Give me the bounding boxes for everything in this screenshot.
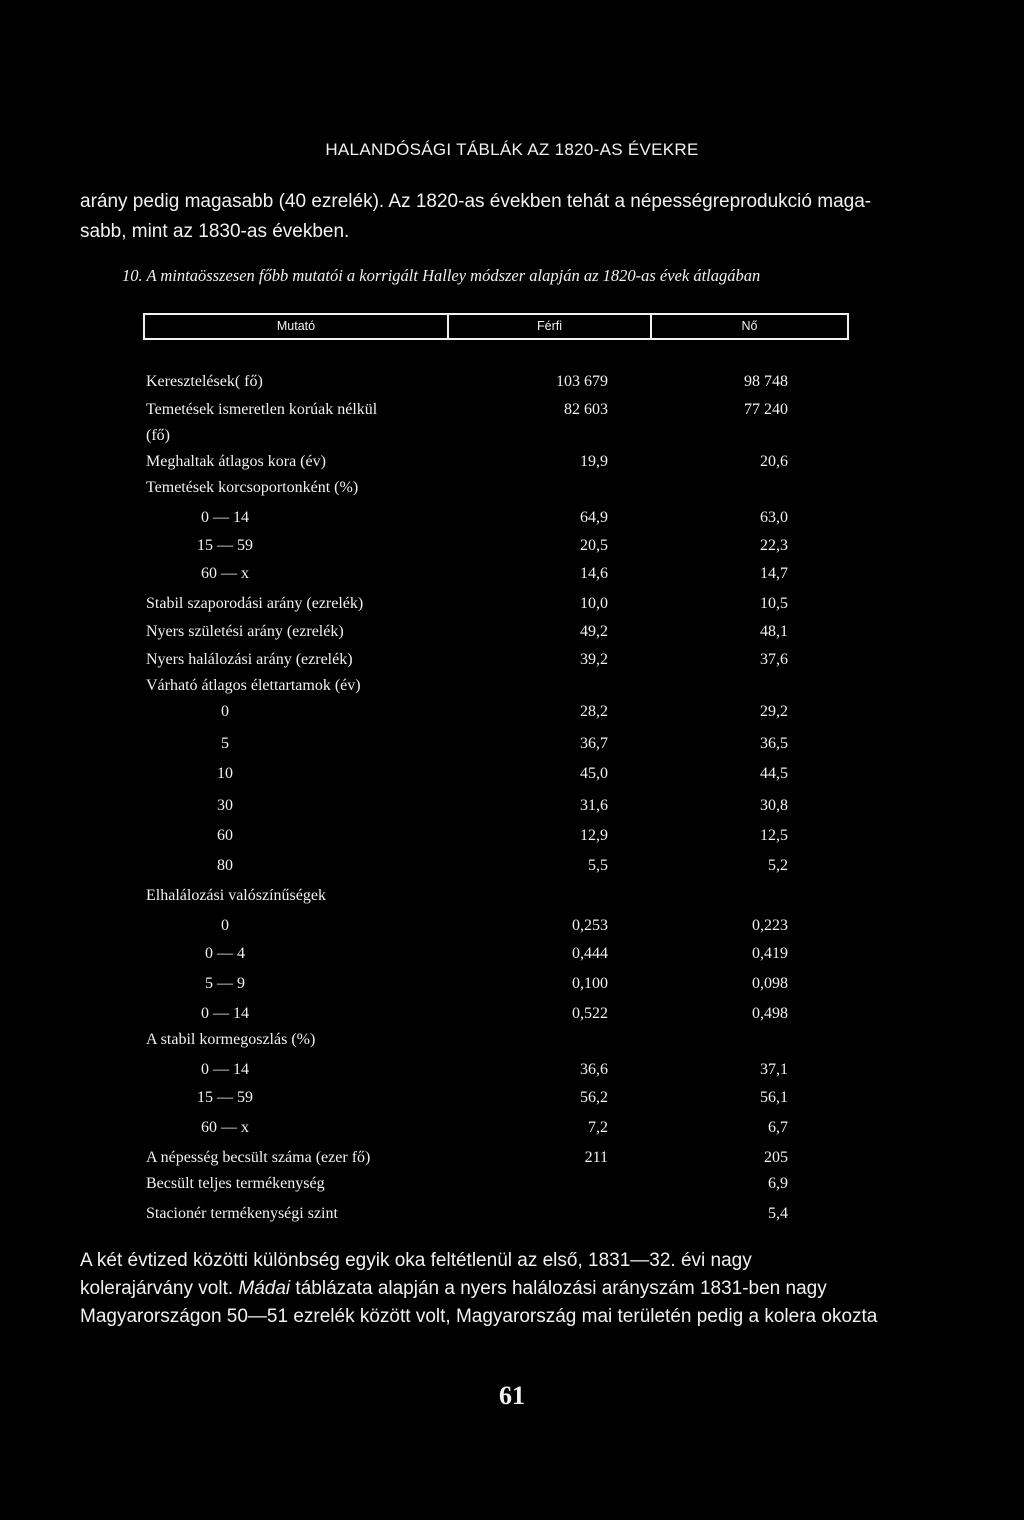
cell-female: 0,498 [752,1005,788,1022]
cell-male: 49,2 [580,623,608,640]
table-row [0,1119,1024,1145]
table-row [0,1061,1024,1087]
cell-female: 6,9 [768,1175,788,1192]
row-label: Becsült teljes termékenység [146,1175,325,1192]
cell-female: 5,4 [768,1205,788,1222]
closing-line-3: Magyarországon 50—51 ezrelék között volt, Magyarország mai területén pedig a kolera okozta [80,1306,878,1327]
cell-female: 0,419 [752,945,788,962]
column-header-female: Nő [650,313,849,340]
page-number: 61 [499,1381,525,1410]
closing-line-1: A két évtized közötti különbség egyik oka feltétlenül az első, 1831—32. évi nagy [80,1250,752,1271]
table-row [0,735,1024,761]
cell-female: 56,1 [760,1089,788,1106]
row-label: Temetések ismeretlen korúak nélkül [146,401,378,418]
cell-female: 36,5 [760,735,788,752]
cell-male: 211 [584,1149,608,1166]
table-row [0,453,1024,479]
table-row [0,827,1024,853]
table-row [0,677,1024,703]
closing-line-2-end: táblázata alapján a nyers halálozási arányszám 1831-ben nagy [290,1278,827,1299]
intro-line-1: arány pedig magasabb (40 ezrelék). Az 1820-as években tehát a népességreprodukció maga- [80,191,872,212]
row-sublabel: 80 [217,857,233,874]
cell-male: 20,5 [580,537,608,554]
table-row [0,1205,1024,1231]
cell-male: 0,100 [572,975,608,992]
cell-female: 0,098 [752,975,788,992]
table-row [0,595,1024,621]
cell-male: 36,7 [580,735,608,752]
row-label: Stacionér termékenységi szint [146,1205,338,1222]
table-row [0,509,1024,535]
cell-male: 0,522 [572,1005,608,1022]
cell-male: 12,9 [580,827,608,844]
table-row [0,765,1024,791]
table-row [0,857,1024,883]
row-sublabel: 10 [217,765,233,782]
cell-male: 56,2 [580,1089,608,1106]
running-title: HALANDÓSÁGI TÁBLÁK AZ 1820-AS ÉVEKRE [325,140,699,159]
row-sublabel: 60 — x [201,1119,249,1136]
table-caption: 10. A mintaösszesen főbb mutatói a korrigált Halley módszer alapján az 1820-as évek átlagában [122,266,761,285]
table-row [0,945,1024,971]
cell-male: 45,0 [580,765,608,782]
cell-female: 20,6 [760,453,788,470]
cell-male: 10,0 [580,595,608,612]
row-label: Stabil szaporodási arány (ezrelék) [146,595,364,612]
table-row [0,887,1024,913]
row-sublabel: 0 [221,917,229,934]
author-name: Mádai [238,1278,291,1299]
cell-male: 82 603 [564,401,608,418]
row-label: Keresztelések( fő) [146,373,263,390]
cell-female: 0,223 [752,917,788,934]
row-sublabel: 5 — 9 [205,975,245,992]
table-row [0,479,1024,505]
cell-female: 22,3 [760,537,788,554]
row-label: Nyers halálozási arány (ezrelék) [146,651,353,668]
table-row [0,975,1024,1001]
row-sublabel: 0 — 14 [201,1005,249,1022]
table-row [0,537,1024,563]
row-label: A népesség becsült száma (ezer fő) [146,1149,371,1166]
row-label: Nyers születési arány (ezrelék) [146,623,344,640]
row-sublabel: 0 — 14 [201,509,249,526]
closing-line-2-start: kolerajárvány volt. [80,1278,239,1299]
cell-female: 6,7 [768,1119,788,1136]
row-sublabel: 5 [221,735,229,752]
cell-female: 37,1 [760,1061,788,1078]
cell-male: 36,6 [580,1061,608,1078]
cell-female: 5,2 [768,857,788,874]
column-header-male: Férfi [447,313,652,340]
cell-male: 19,9 [580,453,608,470]
table-row [0,623,1024,649]
cell-male: 28,2 [580,703,608,720]
row-label: Temetések korcsoportonként (%) [146,479,359,496]
row-label: Várható átlagos élettartamok (év) [146,677,361,694]
table-row [0,1031,1024,1057]
cell-male: 39,2 [580,651,608,668]
cell-female: 37,6 [760,651,788,668]
table-row [0,401,1024,444]
cell-male: 7,2 [588,1119,608,1136]
cell-female: 30,8 [760,797,788,814]
table-row [0,373,1024,399]
cell-female: 98 748 [744,373,788,390]
row-sublabel: 30 [217,797,233,814]
row-label-continuation: (fő) [146,427,170,444]
cell-male: 0,444 [572,945,608,962]
row-sublabel: 15 — 59 [197,537,253,554]
row-sublabel: 60 — x [201,565,249,582]
cell-female: 14,7 [760,565,788,582]
row-sublabel: 0 — 4 [205,945,245,962]
closing-paragraph [80,1247,944,1331]
row-sublabel: 15 — 59 [197,1089,253,1106]
closing-line-2 [80,1275,944,1303]
row-label: Elhalálozási valószínűségek [146,887,326,904]
intro-line-2: sabb, mint az 1830-as években. [80,221,350,242]
row-sublabel: 0 — 14 [201,1061,249,1078]
cell-male: 103 679 [556,373,608,390]
table-row [0,651,1024,677]
table-row [0,565,1024,591]
cell-female: 29,2 [760,703,788,720]
cell-male: 31,6 [580,797,608,814]
cell-male: 0,253 [572,917,608,934]
table-row [0,1005,1024,1031]
cell-male: 14,6 [580,565,608,582]
cell-female: 63,0 [760,509,788,526]
cell-male: 5,5 [588,857,608,874]
cell-female: 77 240 [744,401,788,418]
table-row [0,797,1024,823]
row-sublabel: 60 [217,827,233,844]
column-header-indicator: Mutató [143,313,449,340]
table-row [0,1149,1024,1175]
row-label: Meghaltak átlagos kora (év) [146,453,326,470]
cell-female: 205 [764,1149,788,1166]
table-row [0,1089,1024,1115]
row-sublabel: 0 [221,703,229,720]
cell-female: 44,5 [760,765,788,782]
cell-female: 10,5 [760,595,788,612]
table-row [0,703,1024,729]
row-label: A stabil kormegoszlás (%) [146,1031,316,1048]
intro-paragraph [80,187,940,247]
table-row [0,1175,1024,1201]
table-row [0,917,1024,943]
cell-female: 48,1 [760,623,788,640]
cell-male: 64,9 [580,509,608,526]
cell-female: 12,5 [760,827,788,844]
